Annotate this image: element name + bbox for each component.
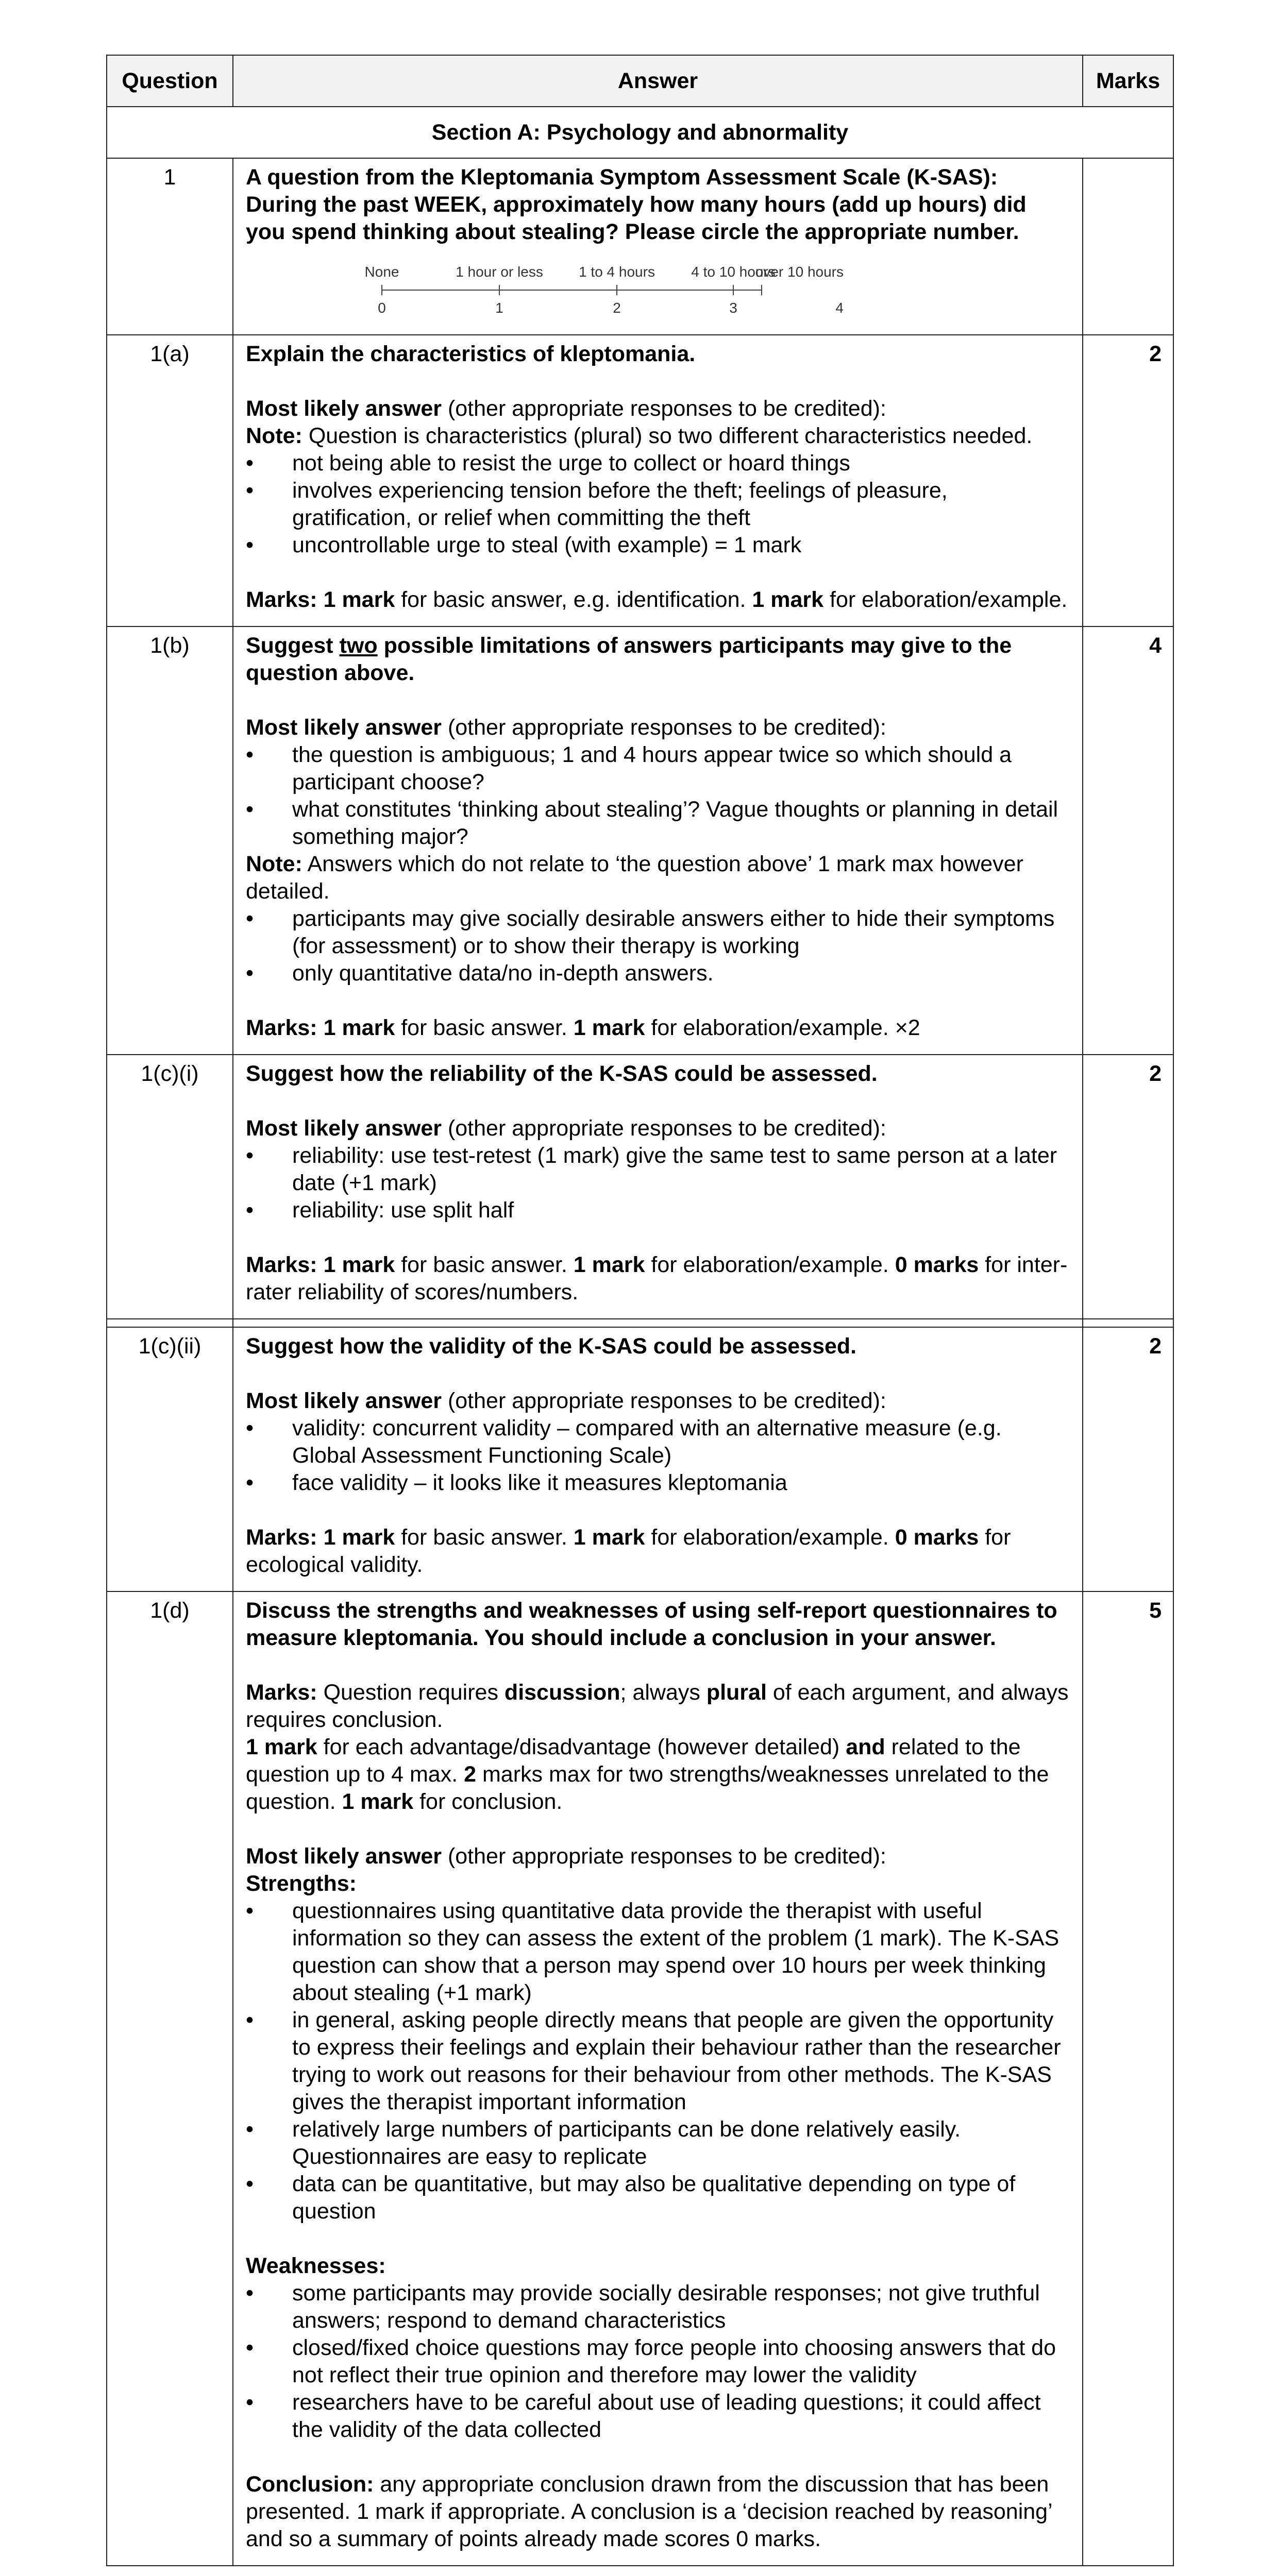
mla-text: (other appropriate responses to be credited): — [442, 396, 886, 421]
list-item: • relatively large numbers of participants can be done relatively easily. Questionnaires are easy to replicate — [246, 2116, 1070, 2171]
table-row — [107, 626, 1173, 1055]
question-stem: A question from the Kleptomania Symptom Assessment Scale (K-SAS): During the past WEEK, approximately how many hours (add up hours) did you spend thinking about stealing? Please circle the appropriate number. — [246, 165, 1027, 244]
most-likely-answer: Most likely answer (other appropriate responses to be credited): — [246, 1116, 886, 1141]
marks-cell — [1083, 158, 1173, 335]
strengths-heading: Strengths: — [246, 1871, 357, 1896]
list-item: • some participants may provide socially desirable responses; not give truthful answers; respond to demand characteristics — [246, 2280, 1070, 2334]
list-item: • only quantitative data/no in-depth answers. — [246, 960, 1070, 987]
list-item: • participants may give socially desirable answers either to hide their symptoms (for assessment) or to show their therapy is working — [246, 905, 1070, 960]
header-marks: Marks — [1083, 55, 1173, 107]
marks-value: 4 — [1083, 626, 1173, 1055]
question-number: 1(a) — [107, 335, 233, 626]
scale-number: 0 — [378, 300, 386, 316]
list-item: • researchers have to be careful about use of leading questions; it could affect the validity of the data collected — [246, 2389, 1070, 2444]
answer-cell — [233, 1327, 1083, 1591]
list-item: • data can be quantitative, but may also be qualitative depending on type of question — [246, 2171, 1070, 2225]
scale-number: 3 — [729, 300, 737, 316]
list-item: • what constitutes ‘thinking about stealing’? Vague thoughts or planning in detail something major? — [246, 796, 1070, 851]
list-item: • validity: concurrent validity – compared with an alternative measure (e.g. Global Assessment Functioning Scale) — [246, 1415, 1070, 1469]
most-likely-answer: Most likely answer (other appropriate responses to be credited): — [246, 715, 886, 740]
answer-bullets — [246, 1415, 1070, 1497]
list-item: • uncontrollable urge to steal (with example) = 1 mark — [246, 532, 1070, 559]
section-title: Section A: Psychology and abnormality — [107, 107, 1173, 158]
list-item: • not being able to resist the urge to collect or hoard things — [246, 450, 1070, 477]
marks-value: 5 — [1083, 1591, 1173, 2566]
marks-guidance: Marks: Question requires discussion; always plural of each argument, and always requires conclusion. — [246, 1680, 1069, 1732]
question-number: 1(c)(ii) — [107, 1327, 233, 1591]
question-number: 1 — [107, 158, 233, 335]
list-item: • in general, asking people directly means that people are given the opportunity to express their feelings and explain their behaviour rather than the researcher trying to work out reasons for their behaviour from other methods. The K-SAS gives the therapist important information — [246, 2007, 1070, 2116]
marks-guidance: Marks: 1 mark for basic answer. 1 mark for elaboration/example. 0 marks for inter-rater reliability of scores/numbers. — [246, 1252, 1068, 1304]
answer-bullets — [246, 905, 1070, 987]
scale-label: None — [364, 264, 399, 280]
kleptomania-rating-scale — [246, 261, 864, 318]
answer-cell — [233, 335, 1083, 626]
header-answer: Answer — [233, 55, 1083, 107]
marks-guidance: Marks: 1 mark for basic answer. 1 mark for elaboration/example. 0 marks for ecological validity. — [246, 1525, 1011, 1577]
question-number: 1(c)(i) — [107, 1055, 233, 1319]
marks-guidance: Marks: 1 mark for basic answer, e.g. identification. 1 mark for elaboration/example. — [246, 587, 1068, 612]
scale-label: 1 hour or less — [456, 264, 543, 280]
table-row — [107, 1591, 1173, 2566]
list-item: • reliability: use split half — [246, 1197, 1070, 1224]
scale-number: 2 — [613, 300, 621, 316]
table-row — [107, 158, 1173, 335]
weaknesses-list — [246, 2280, 1070, 2444]
answer-bullets — [246, 1142, 1070, 1224]
scale-number: 4 — [835, 300, 844, 316]
header-row — [107, 55, 1173, 107]
list-item: • closed/fixed choice questions may force people into choosing answers that do not reflect their true opinion and therefore may lower the validity — [246, 2334, 1070, 2389]
mla-label: Most likely answer — [246, 396, 442, 421]
question-text: Suggest how the validity of the K-SAS could be assessed. — [246, 1334, 857, 1359]
note — [246, 422, 1070, 450]
table-row — [107, 1327, 1173, 1591]
list-item: • involves experiencing tension before the theft; feelings of pleasure, gratification, or relief when committing the theft — [246, 477, 1070, 532]
marks-value: 2 — [1083, 335, 1173, 626]
most-likely-answer: Most likely answer (other appropriate responses to be credited): — [246, 1844, 886, 1869]
answer-bullets — [246, 450, 1070, 559]
conclusion: Conclusion: any appropriate conclusion drawn from the discussion that has been presented. 1 mark if appropriate. A conclusion is a ‘decision reached by reasoning’ and so a summary of points already made scores 0 marks. — [246, 2472, 1052, 2551]
answer-cell — [233, 158, 1083, 335]
question-text: Discuss the strengths and weaknesses of using self-report questionnaires to measure kleptomania. You should include a conclusion in your answer. — [246, 1598, 1057, 1650]
scale-number: 1 — [495, 300, 503, 316]
scale-label: 1 to 4 hours — [579, 264, 655, 280]
section-row — [107, 107, 1173, 158]
scale-label: 4 to 10 hours — [691, 264, 776, 280]
question-text: Suggest two possible limitations of answers participants may give to the question above. — [246, 633, 1012, 685]
answer-cell — [233, 626, 1083, 1055]
weaknesses-heading: Weaknesses: — [246, 2253, 386, 2278]
question-number: 1(d) — [107, 1591, 233, 2566]
answer-bullets — [246, 741, 1070, 851]
marks-value: 2 — [1083, 1055, 1173, 1319]
most-likely-answer — [246, 395, 1070, 422]
list-item: • reliability: use test-retest (1 mark) give the same test to same person at a later date (+1 mark) — [246, 1142, 1070, 1197]
note: Note: Answers which do not relate to ‘the question above’ 1 mark max however detailed. — [246, 852, 1023, 904]
table-row — [107, 1055, 1173, 1319]
list-item: • the question is ambiguous; 1 and 4 hours appear twice so which should a participant choose? — [246, 741, 1070, 796]
note-label: Note: — [246, 423, 302, 448]
list-item: • face validity – it looks like it measures kleptomania — [246, 1469, 1070, 1497]
note-text: Question is characteristics (plural) so two different characteristics needed. — [302, 423, 1033, 448]
list-item: • questionnaires using quantitative data provide the therapist with useful information so they can assess the extent of the problem (1 mark). The K-SAS question can show that a person may spend over 10 hours per week thinking about stealing (+1 mark) — [246, 1897, 1070, 2007]
row-divider — [107, 1319, 1173, 1327]
strengths-list — [246, 1897, 1070, 2225]
marks-guidance: 1 mark for each advantage/disadvantage (however detailed) and related to the question up to 4 max. 2 marks max for two strengths/weaknesses unrelated to the question. 1 mark for conclusion. — [246, 1735, 1049, 1814]
marks-value: 2 — [1083, 1327, 1173, 1591]
scale-label: over 10 hours — [755, 264, 844, 280]
marks-guidance: Marks: 1 mark for basic answer. 1 mark for elaboration/example. ×2 — [246, 1015, 920, 1040]
answer-cell — [233, 1591, 1083, 2566]
answer-cell — [233, 1055, 1083, 1319]
question-text: Suggest how the reliability of the K-SAS could be assessed. — [246, 1061, 878, 1086]
header-question: Question — [107, 55, 233, 107]
question-number: 1(b) — [107, 626, 233, 1055]
table-row — [107, 335, 1173, 626]
most-likely-answer: Most likely answer (other appropriate responses to be credited): — [246, 1388, 886, 1413]
mark-scheme-table — [106, 55, 1174, 2566]
question-text: Explain the characteristics of kleptomania. — [246, 342, 696, 366]
